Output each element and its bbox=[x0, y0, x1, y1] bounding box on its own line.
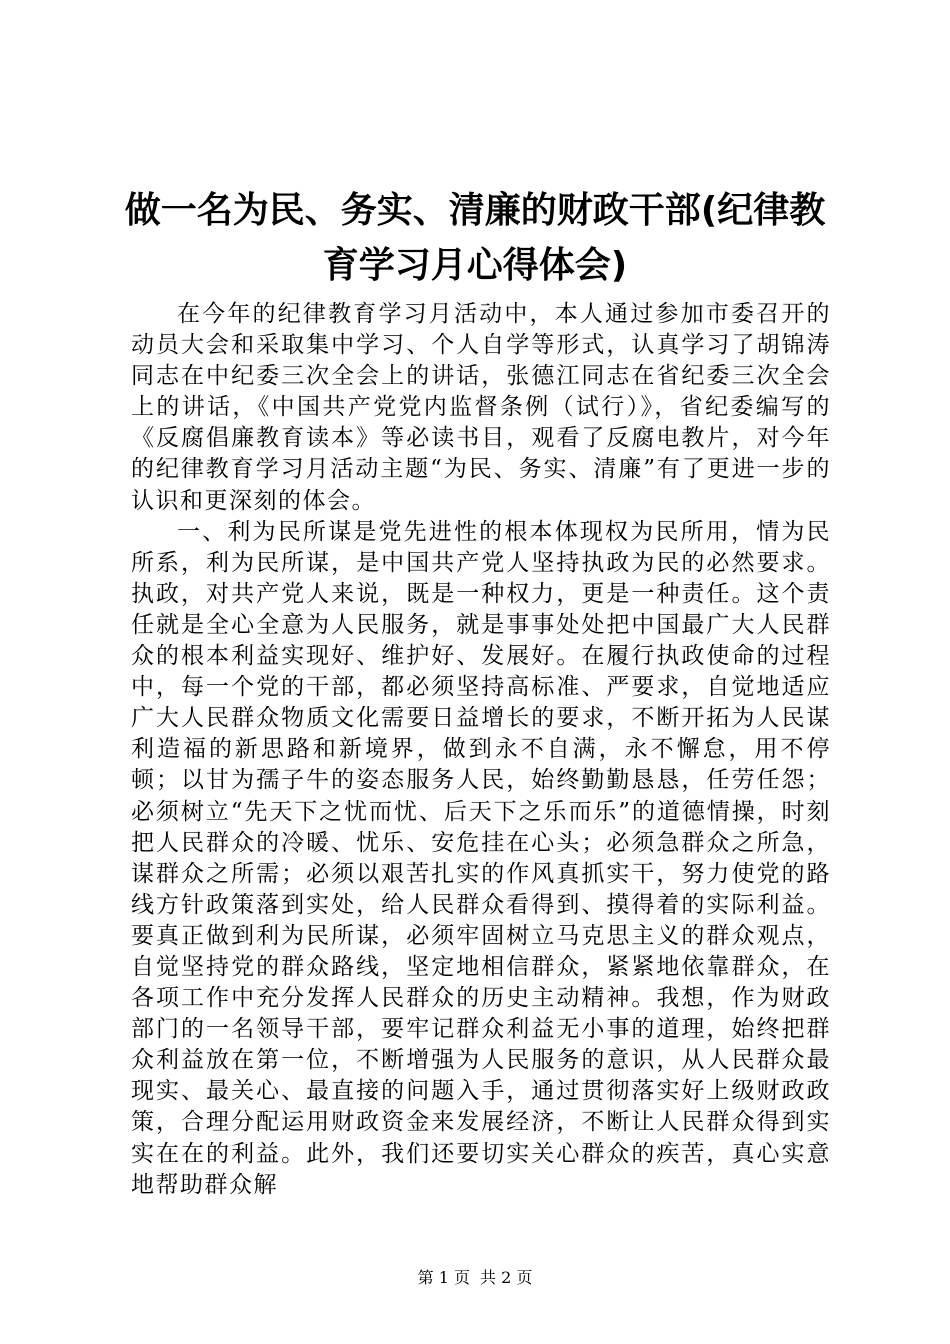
document-body bbox=[131, 299, 831, 1201]
document-title-line-2: 育学习月心得体会) bbox=[322, 245, 628, 286]
body-paragraph-intro: 在今年的纪律教育学习月活动中，本人通过参加市委召开的动员大会和采取集中学习、个人自学等形式，认真学习了胡锦涛同志在中纪委三次全会上的讲话，张德江同志在省纪委三次全会上的讲话，《中国共产党党内监督条例（试行）》，省纪委编写的《反腐倡廉教育读本》等必读书目，观看了反腐电教片，对今年的纪律教育学习月活动主题“为民、务实、清廉”有了更进一步的认识和更深刻的体会。 bbox=[131, 301, 831, 514]
body-paragraph-section-1: 一、利为民所谋是党先进性的根本体现权为民所用，情为民所系，利为民所谋，是中国共产党人坚持执政为民的必然要求。执政，对共产党人来说，既是一种权力，更是一种责任。这个责任就是全心全意为人民服务，就是事事处处把中国最广大人民群众的根本利益实现好、维护好、发展好。在履行执政使命的过程中，每一个党的干部，都必须坚持高标准、严要求，自觉地适应广大人民群众物质文化需要日益增长的要求，不断开拓为人民谋利造福的新思路和新境界，做到永不自满，永不懈怠，用不停顿；以甘为孺子牛的姿态服务人民，始终勤勤恳恳，任劳任怨；必须树立“先天下之忧而忧、后天下之乐而乐”的道德情操，时刻把人民群众的冷暖、忧乐、安危挂在心头；必须急群众之所急，谋群众之所需；必须以艰苦扎实的作风真抓实干，努力使党的路线方针政策落到实处，给人民群众看得到、摸得着的实际利益。要真正做到利为民所谋，必须牢固树立马克思主义的群众观点，自觉坚持党的群众路线，坚定地相信群众，紧紧地依靠群众，在各项工作中充分发挥人民群众的历史主动精神。我想，作为财政部门的一名领导干部，要牢记群众利益无小事的道理，始终把群众利益放在第一位，不断增强为人民服务的意识，从人民群众最现实、最关心、最直接的问题入手，通过贯彻落实好上级财政政策，合理分配运用财政资金来发展经济，不断让人民群众得到实实在在的利益。此外，我们还要切实关心群众的疾苦，真心实意地帮助群众解 bbox=[131, 518, 831, 1198]
page-footer bbox=[0, 1268, 950, 1288]
document-title-line-1: 做一名为民、务实、清廉的财政干部(纪律教 bbox=[124, 190, 826, 231]
page-total: 共 2 页 bbox=[480, 1268, 533, 1287]
page-number: 第 1 页 bbox=[417, 1268, 470, 1287]
